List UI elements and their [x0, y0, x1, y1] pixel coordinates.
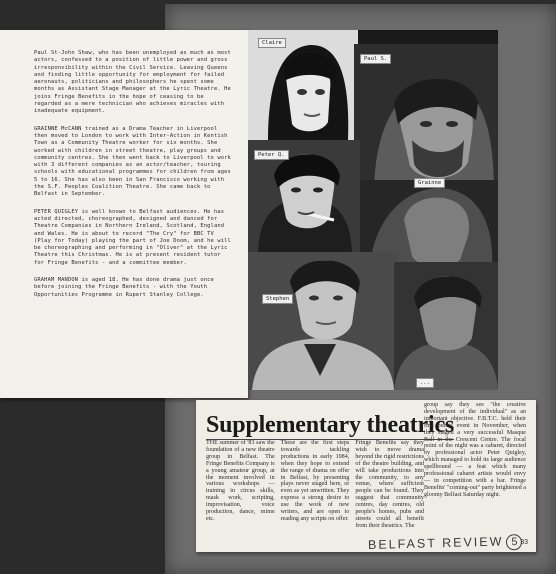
caption-claire: Claire: [258, 38, 286, 48]
newspaper-clipping: [196, 400, 536, 552]
handwritten-text: BELFAST REVIEW: [367, 534, 504, 553]
bio-paragraph: GRAINNE McCANN trained as a Drama Teacher in Liverpool then moved to London to work with Inter-Action in Kentish Town as a Community Theatre worker for six months. She worked with children in street theatre, play groups and community centres. She then went back to Liverpool to work with 3 different companies as an actor/teacher, touring schools with educational programmes for children from ages 5 to 16. She has also been in San Francisco working with the S.F. Peoples Coalition Theatre. She came back to Belfast in September.: [34, 125, 231, 198]
circled-number: 5: [506, 534, 522, 550]
clipping-headline: Supplementary theatrics: [206, 412, 455, 438]
bio-paragraph: GRAHAM MANDON is aged 18. He has done drama just once before joining the Fringe Benefits - with the Youth Opportunities Programme in Rupert Stanley College.: [34, 277, 214, 298]
photo-paul-s: [354, 44, 498, 194]
page-number: 33: [520, 539, 528, 546]
clipping-paragraph: These are the first steps towards tackling productions in early 1984, when they hope to extend the range of drama on offer in Belfast, by presenting plays never staged here, or even as yet unwritten. They express a strong desire to use the work of new writers, and are open to reading any scripts on offer.: [280, 440, 350, 522]
caption-partial: ...: [416, 378, 434, 388]
clipping-paragraph: THE summer of '83 saw the foundation of a new theatre group in Belfast. The Fringe Benefits Company is a young amateur group, at the moment involved in various workshops — training in circus skills, mask work, scripting, improvisation, voice production, dance, mime etc.: [206, 440, 275, 522]
bio-paragraph: Paul St-John Shaw, who has been unemployed as much as most actors, confessed to a position of little power and gross irresponsibility within the Civil Service. Leaving Queens and finding little opportunity for employment for failed aeronauts, politicians and philosophers he spent some months as Assistant Stage Manager at the Lyric Theatre. He joins Fringe Benefits in the hope of ceasing to be regarded as a mere technician who achieves miracles with inadequate equipment.: [34, 50, 231, 115]
caption-stephen: Stephen: [262, 294, 293, 304]
caption-peter-q: Peter Q.: [254, 150, 289, 160]
clipping-right-column: group say they see "the creative development of the individual" as an important objective. F.B.T.C. held their first public event in November, when they staged a very successful Masque Ball in the Crescent Centre. The focal point of the night was a cabaret, directed by professional actor Peter Quigley, which managed to hold its large audience spellbound — a feat which many professional cabaret artists would envy — in competition with a bar. Fringe Benefits' "coming-out" party brightened a gloomy Belfast Saturday night.: [424, 402, 526, 498]
clipping-paragraph: Fringe Benefits say they wish to move drama beyond the rigid restrictions of the theatre building, and will take productions into the community, to any venue, where sufficient people can be found. They suggest that community centres, day centres, old people's homes, pubs and streets could all benefit from their theatrics. The: [355, 440, 424, 529]
caption-grainne: Grainne: [414, 178, 445, 188]
clipping-body: [206, 440, 424, 530]
typed-programme-sheet: [0, 30, 248, 398]
photo-graham: [394, 262, 498, 390]
bio-paragraph: PETER QUIGLEY is well known to Belfast audiences. He has acted directed, choreographed, designed and danced for Theatre Companies in Northern Ireland, Scotland, England and Wales. He is about to record "The Cry" for BBC TV (Play for Today) playing the part of Joe Doom, and he will be choreographing and performing in "Oliver" at the Lyric Theatre this Christmas. He is at present resident tutor for Fringe Benefits - and a committee member.: [34, 208, 231, 266]
photo-stephen: [248, 252, 398, 390]
photo-collage: [248, 30, 498, 390]
caption-paul-s: Paul S.: [360, 54, 391, 64]
